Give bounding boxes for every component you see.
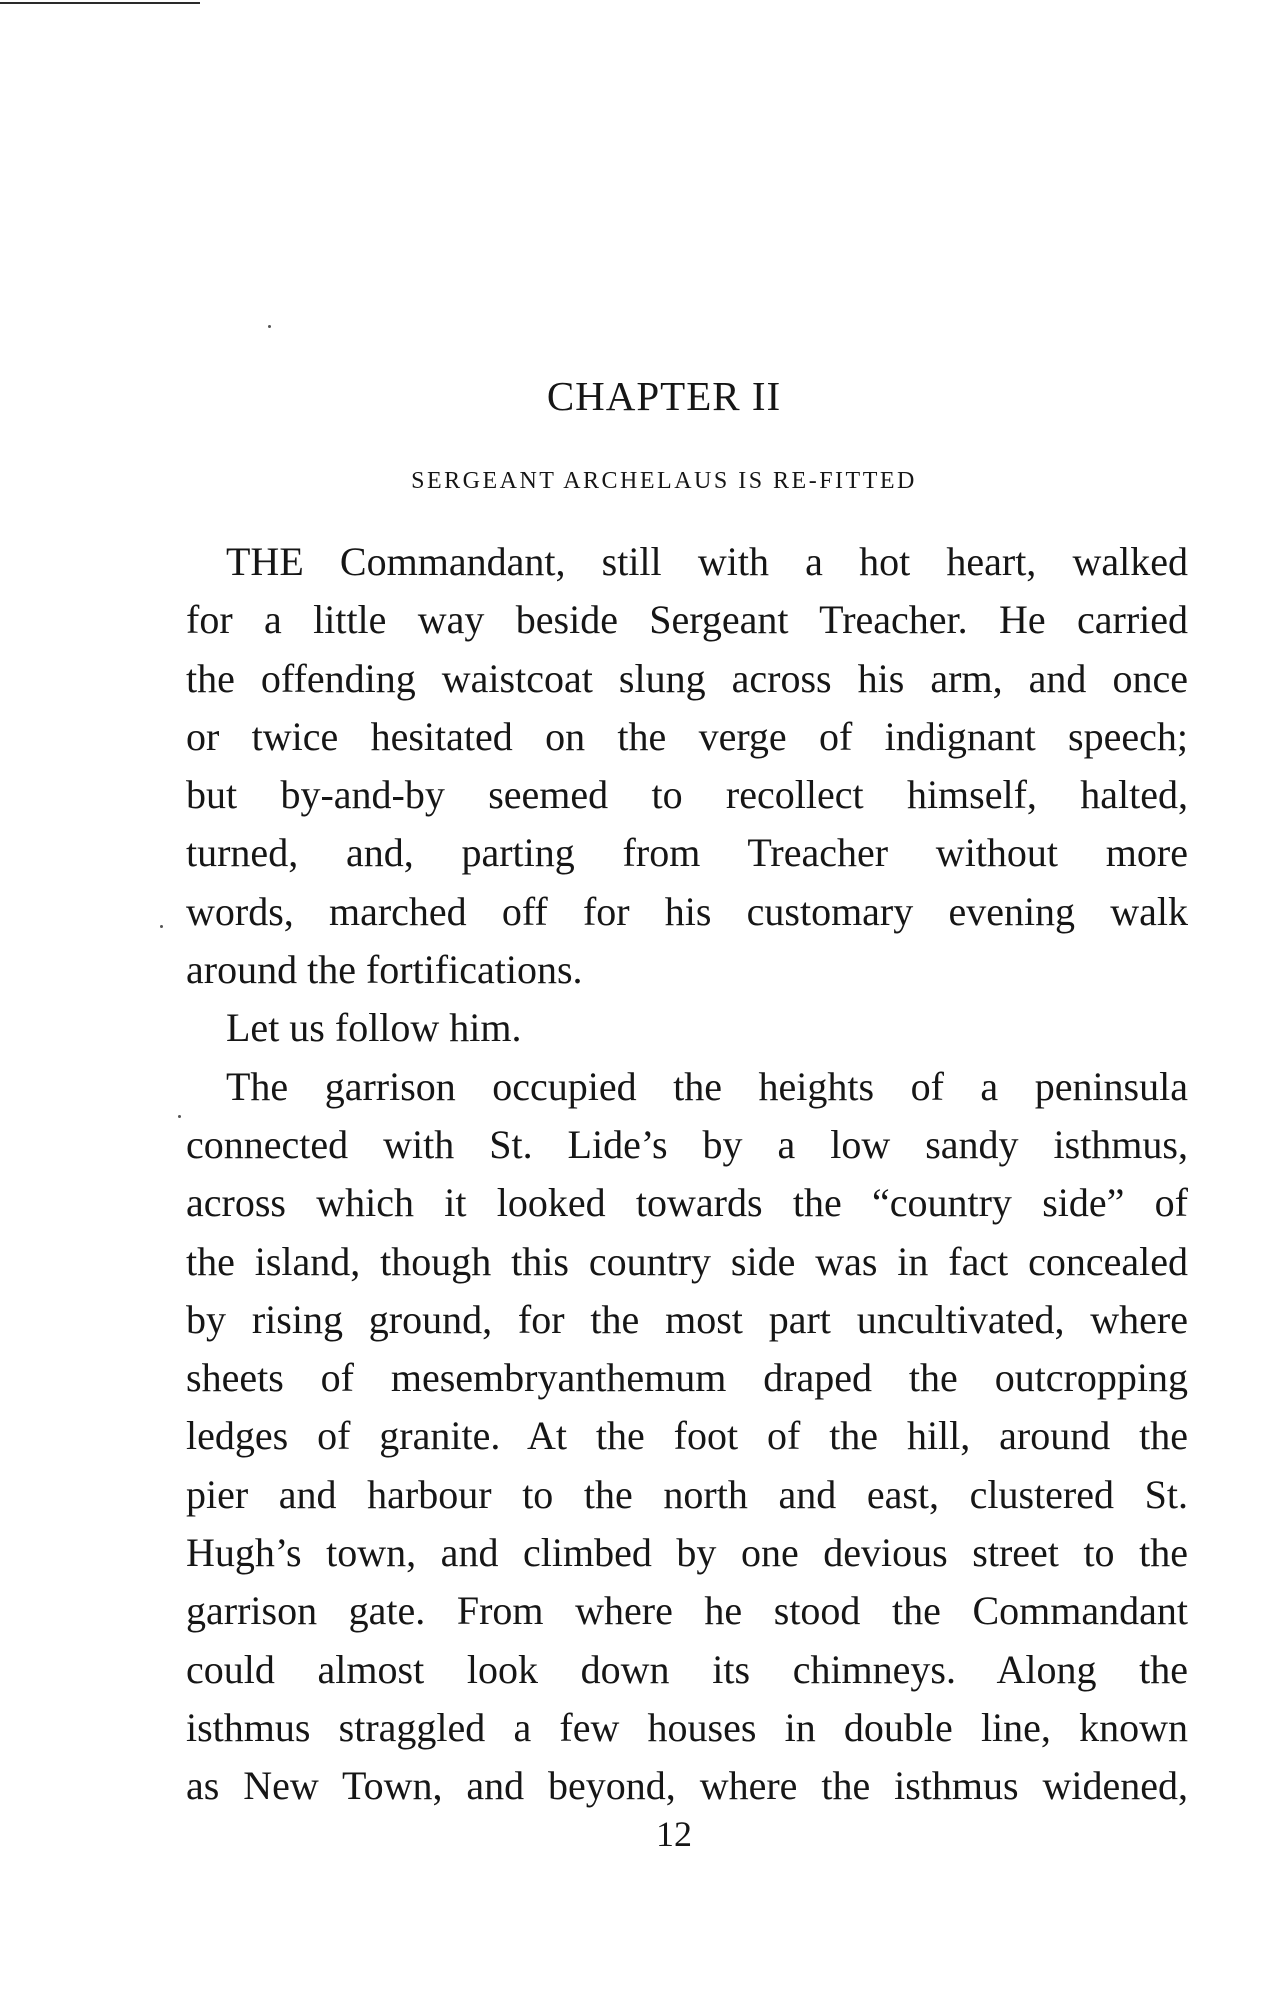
- text-line: Let us follow him.: [226, 1005, 522, 1051]
- chapter-title: CHAPTER II: [546, 373, 782, 419]
- scan-speck: [268, 325, 271, 328]
- top-rule: [0, 2, 200, 4]
- text-line: connected with St. Lide’s by a low sandy isthmus,: [186, 1121, 1188, 1167]
- text-line: pier and harbour to the north and east, clustered St.: [186, 1471, 1188, 1517]
- text-line: by rising ground, for the most part uncultivated, where: [186, 1296, 1188, 1342]
- text-line: around the fortifications.: [186, 947, 583, 993]
- text-line: isthmus straggled a few houses in double line, known: [186, 1704, 1188, 1750]
- text-line: Hugh’s town, and climbed by one devious street to the: [186, 1530, 1188, 1576]
- text-line: words, marched off for his customary evening walk: [186, 888, 1188, 934]
- body-text: [186, 533, 1188, 1816]
- text-line: as New Town, and beyond, where the isthmus widened,: [186, 1763, 1188, 1809]
- text-line: the offending waistcoat slung across his arm, and once: [186, 655, 1188, 701]
- scan-speck: [160, 925, 163, 928]
- chapter-subtitle: SERGEANT ARCHELAUS IS RE-FITTED: [411, 468, 917, 494]
- text-line: The garrison occupied the heights of a peninsula: [226, 1063, 1188, 1109]
- text-line: or twice hesitated on the verge of indignant speech;: [186, 713, 1188, 759]
- page-number: 12: [656, 1814, 692, 1854]
- text-line: across which it looked towards the “country side” of: [186, 1180, 1188, 1226]
- text-line: THE Commandant, still with a hot heart, walked: [226, 539, 1188, 584]
- text-line: the island, though this country side was in fact concealed: [186, 1238, 1188, 1284]
- text-line: ledges of granite. At the foot of the hill, around the: [186, 1413, 1188, 1459]
- text-line: for a little way beside Sergeant Treacher. He carried: [186, 597, 1188, 643]
- text-line: turned, and, parting from Treacher without more: [186, 830, 1188, 876]
- text-line: could almost look down its chimneys. Along the: [186, 1646, 1188, 1692]
- text-line: but by-and-by seemed to recollect himself, halted,: [186, 772, 1188, 818]
- text-line: sheets of mesembryanthemum draped the outcropping: [186, 1355, 1188, 1401]
- scan-speck: [178, 1115, 181, 1118]
- text-line: garrison gate. From where he stood the Commandant: [186, 1588, 1188, 1634]
